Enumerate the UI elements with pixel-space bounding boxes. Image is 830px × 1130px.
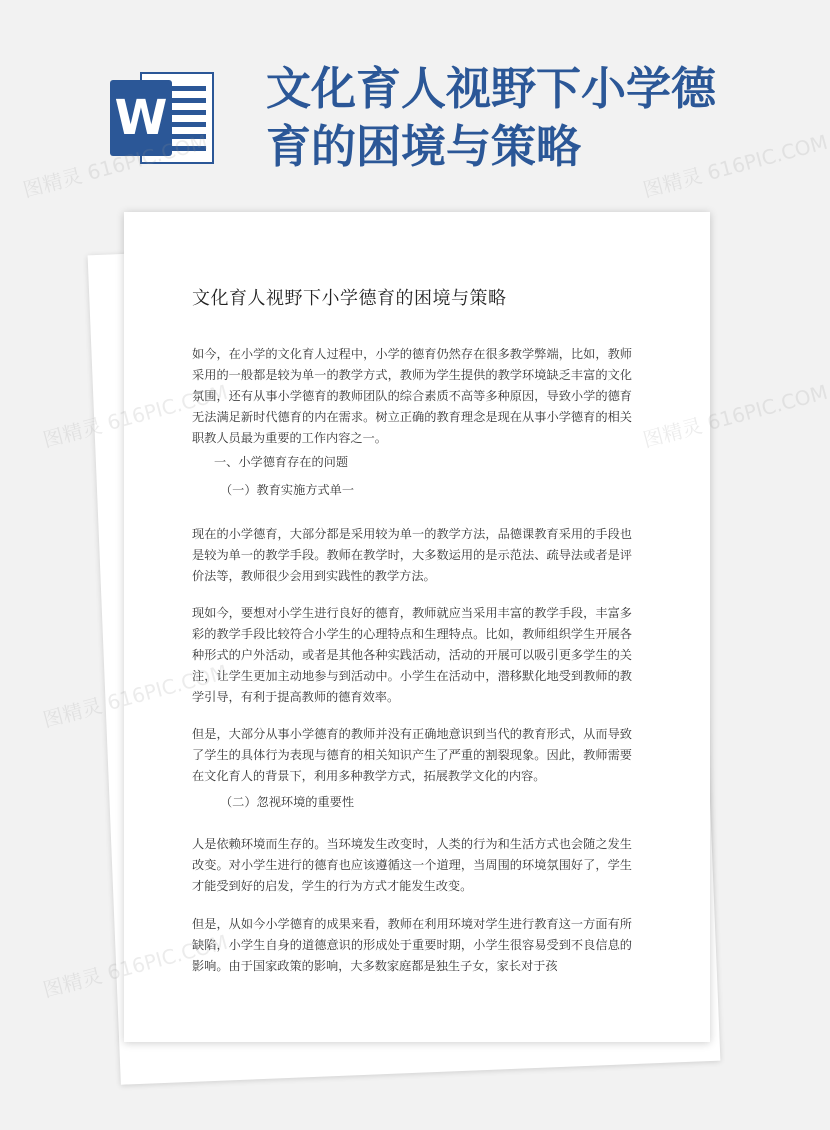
page-title: 文化育人视野下小学德育的困境与策略 — [266, 62, 717, 173]
paragraph-1: 现在的小学德育，大部分都是采用较为单一的教学方法，品德课教育采用的手段也是较为单一的教学手段。教师在教学时，大多数运用的是示范法、疏导法或者是评价法等，教师很少会用到实践性的教学方法。 — [192, 527, 632, 583]
paragraph-4: 人是依赖环境而生存的。当环境发生改变时，人类的行为和生活方式也会随之发生改变。对小学生进行的德育也应该遵循这一个道理，当周围的环境氛围好了，学生才能受到好的启发，学生的行为方式才能发生改变。 — [192, 837, 632, 893]
word-document-icon — [110, 72, 214, 164]
watermark: 图精灵 616PIC.COM — [640, 129, 830, 203]
watermark: 图精灵 — [40, 693, 105, 733]
watermark: 图精灵 — [40, 963, 105, 1003]
subsection-heading-2: （二）忽视环境的重要性 — [220, 795, 355, 809]
intro-paragraph: 如今，在小学的文化育人过程中，小学的德育仍然存在很多教学弊端，比如，教师采用的一般都是较为单一的教学方式，教师为学生提供的教学环境缺乏丰富的文化氛围，还有从事小学德育的教师团队的综合素质不高等多种原因，导致小学的德育无法满足新时代德育的内在需求。树立正确的教育理念是现在从事小学德育的相关职教人员最为重要的工作内容之一。 — [192, 347, 632, 445]
paragraph-3: 但是，大部分从事小学德育的教师并没有正确地意识到当代的教育形式，从而导致了学生的具体行为表现与德育的相关知识产生了严重的割裂现象。因此，教师需要在文化育人的背景下，利用多种教学方式，拓展教学文化的内容。 — [192, 727, 632, 783]
paragraph-5: 但是，从如今小学德育的成果来看，教师在利用环境对学生进行教育这一方面有所缺陷，小学生自身的道德意识的形成处于重要时期，小学生很容易受到不良信息的影响。由于国家政策的影响，大多数家庭都是独生子女，家长对于孩 — [192, 917, 632, 973]
watermark: 图精灵 — [40, 413, 105, 453]
document-title: 文化育人视野下小学德育的困境与策略 — [192, 288, 507, 309]
header — [0, 0, 800, 200]
watermark: 图精灵 616PIC.COM — [640, 379, 830, 453]
paragraph-2: 现如今，要想对小学生进行良好的德育，教师就应当采用丰富的教学手段，丰富多彩的教学手段比较符合小学生的心理特点和生理特点。比如，教师组织学生开展各种形式的户外活动，或者是其他各种实践活动，活动的开展可以吸引更多学生的关注，让学生更加主动地参与到活动中。小学生在活动中，潜移默化地受到教师的教学引导，有利于提高教师的德育效率。 — [192, 606, 632, 704]
section-heading-1: 一、小学德育存在的问题 — [214, 455, 349, 469]
subsection-heading-1: （一）教育实施方式单一 — [220, 483, 355, 497]
document-page — [124, 212, 710, 1042]
word-letter-badge: W — [110, 80, 172, 156]
watermark: 图精灵 616PIC.COM — [20, 129, 211, 203]
